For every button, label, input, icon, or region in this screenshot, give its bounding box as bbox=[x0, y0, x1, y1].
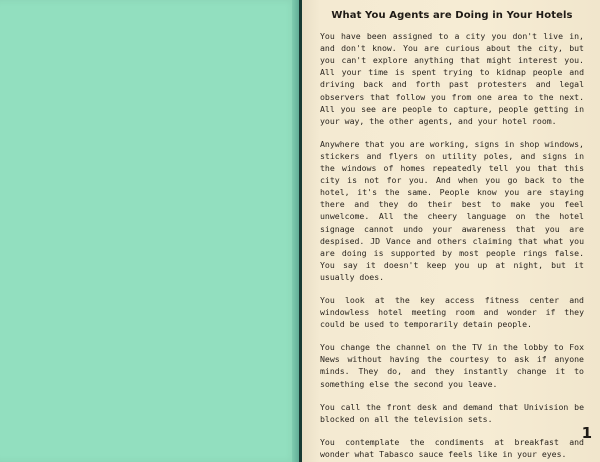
page-content bbox=[320, 10, 584, 460]
left-page-cover bbox=[0, 0, 298, 462]
page-title: What You Agents are Doing in Your Hotels bbox=[331, 10, 573, 21]
paragraph: Anywhere that you are working, signs in shop windows, stickers and flyers on utility poles, and signs in the windows of homes repeatedly tell you that this city is not for you. And when you go back to the hotel, it's the same. People know you are staying there and they do their best to make you feel unwelcome. All the cheery language on the hotel signage cannot undo your awareness that you are despised. JD Vance and others claiming that what you are doing is supported by most people rings false. You say it doesn't keep you up at night, but it usually does. bbox=[320, 138, 584, 282]
paragraph: You change the channel on the TV in the lobby to Fox News without having the courtesy to ask if anyone minds. They do, and they instantly change it to something else the second you leave. bbox=[320, 342, 584, 389]
page-number: 1 bbox=[581, 424, 592, 442]
right-page bbox=[302, 0, 600, 462]
paragraph: You look at the key access fitness center and windowless hotel meeting room and wonder if they could be used to temporarily detain people. bbox=[320, 294, 584, 330]
paragraph: You call the front desk and demand that Univision be blocked on all the television sets. bbox=[320, 401, 584, 424]
paragraph: You have been assigned to a city you don't live in, and don't know. You are curious about the city, but you can't explore anything that might interest you. All your time is spent trying to kidnap people and driving back and forth past protesters and legal observers that follow you from one area to the next. All you see are people to capture, people getting in your way, the other agents, and your hotel room. bbox=[320, 31, 584, 126]
paragraph: You contemplate the condiments at breakfast and wonder what Tabasco sauce feels like in your eyes. bbox=[320, 436, 584, 459]
